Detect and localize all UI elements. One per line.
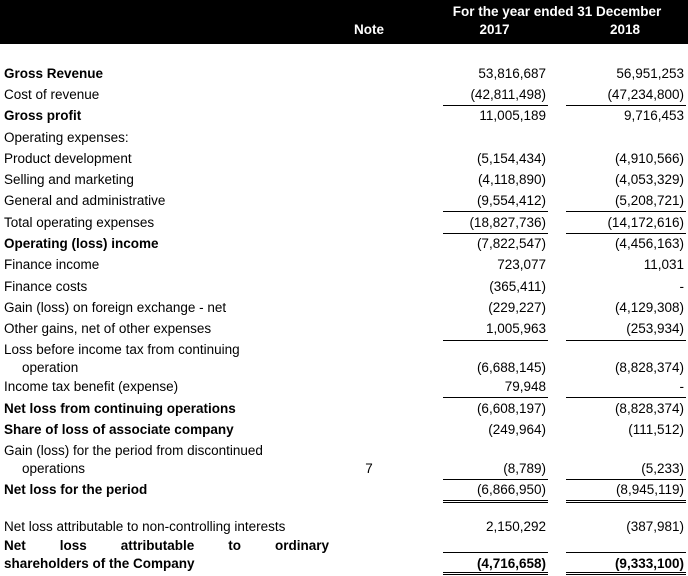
label-word: to bbox=[228, 538, 241, 553]
note-heading: Note bbox=[354, 22, 384, 37]
value-2018: (4,456,163) bbox=[614, 236, 684, 251]
value-2017: (42,811,498) bbox=[470, 87, 546, 102]
value-2017: 53,816,687 bbox=[478, 66, 546, 81]
table-row bbox=[0, 297, 688, 318]
table-row bbox=[0, 516, 688, 537]
table-row bbox=[0, 127, 688, 148]
table-row bbox=[0, 148, 688, 169]
row-label: Finance income bbox=[4, 257, 100, 272]
label-word: ordinary bbox=[274, 538, 329, 553]
row-label: Gross Revenue bbox=[4, 66, 104, 81]
value-2017: (6,608,197) bbox=[476, 401, 546, 416]
double-underline bbox=[566, 500, 686, 503]
row-label: Income tax benefit (expense) bbox=[4, 379, 179, 394]
row-label: Share of loss of associate company bbox=[4, 422, 234, 437]
value-2018: (14,172,616) bbox=[607, 215, 684, 230]
table-row bbox=[0, 357, 688, 378]
table-row bbox=[0, 212, 688, 233]
table-row bbox=[0, 479, 688, 500]
value-2017: 79,948 bbox=[504, 379, 546, 394]
table-row bbox=[0, 63, 688, 84]
row-label: Operating expenses: bbox=[4, 130, 129, 145]
table-row bbox=[0, 105, 688, 126]
value-2017: 723,077 bbox=[497, 257, 546, 272]
table-row bbox=[0, 376, 688, 397]
double-underline bbox=[566, 572, 686, 575]
row-label: Net loss for the period bbox=[4, 482, 148, 497]
table-row bbox=[0, 169, 688, 190]
value-2018: (4,129,308) bbox=[614, 300, 684, 315]
row-label: Total operating expenses bbox=[4, 215, 155, 230]
row-label: General and administrative bbox=[4, 193, 166, 208]
value-2017: (5,154,434) bbox=[476, 151, 546, 166]
value-2017: 1,005,963 bbox=[485, 321, 546, 336]
value-2017: (4,118,890) bbox=[477, 172, 546, 187]
value-2018: (5,208,721) bbox=[614, 193, 684, 208]
row-label-continued: shareholders of the Company bbox=[4, 556, 195, 571]
year-2018-heading: 2018 bbox=[609, 22, 641, 37]
value-2018: (47,234,800) bbox=[607, 87, 684, 102]
value-2018: (4,053,329) bbox=[614, 172, 684, 187]
row-label: Loss before income tax from continuing bbox=[4, 342, 240, 357]
period-heading: For the year ended 31 December bbox=[452, 4, 662, 19]
value-2017: (7,822,547) bbox=[476, 236, 546, 251]
label-word: attributable bbox=[120, 538, 195, 553]
value-2018: 11,031 bbox=[643, 257, 684, 272]
table-row bbox=[0, 84, 688, 105]
row-label: Finance costs bbox=[4, 279, 88, 294]
table-row bbox=[0, 458, 688, 479]
table-row bbox=[0, 190, 688, 211]
value-2017: (9,554,412) bbox=[476, 193, 546, 208]
value-2018: (253,934) bbox=[626, 321, 684, 336]
value-2018: 9,716,453 bbox=[623, 108, 684, 123]
row-label: Gain (loss) on foreign exchange - net bbox=[4, 300, 227, 315]
row-label: Net loss from continuing operations bbox=[4, 401, 236, 416]
row-label: Selling and marketing bbox=[4, 172, 134, 187]
value-2017: (249,964) bbox=[488, 422, 546, 437]
row-label: Product development bbox=[4, 151, 132, 166]
row-label-continued: operation bbox=[22, 360, 79, 375]
table-row bbox=[0, 233, 688, 254]
table-header bbox=[0, 0, 688, 44]
value-2018: (9,333,100) bbox=[614, 556, 684, 571]
row-label-continued: operations bbox=[22, 461, 86, 476]
value-2018: 56,951,253 bbox=[616, 66, 684, 81]
table-row bbox=[0, 276, 688, 297]
table-row bbox=[0, 419, 688, 440]
table-row bbox=[0, 553, 688, 574]
double-underline bbox=[443, 500, 548, 503]
value-2018: (111,512) bbox=[628, 422, 684, 437]
year-2017-heading: 2017 bbox=[479, 22, 510, 37]
row-label: Gain (loss) for the period from discontinued bbox=[4, 443, 263, 458]
value-2018: (387,981) bbox=[626, 519, 684, 534]
value-2017: 11,005,189 bbox=[479, 108, 546, 123]
value-2017: 2,150,292 bbox=[485, 519, 546, 534]
row-label: Operating (loss) income bbox=[4, 236, 159, 251]
row-label: Net loss attributable to non-controlling interests bbox=[4, 519, 286, 534]
value-2018: - bbox=[679, 379, 684, 394]
table-row bbox=[0, 398, 688, 419]
note-reference: 7 bbox=[365, 461, 373, 476]
value-2018: (8,828,374) bbox=[614, 360, 684, 375]
value-2018: - bbox=[679, 279, 684, 294]
value-2017: (365,411) bbox=[489, 279, 546, 294]
row-label: Cost of revenue bbox=[4, 87, 100, 102]
value-2018: (8,828,374) bbox=[614, 401, 684, 416]
row-label: Other gains, net of other expenses bbox=[4, 321, 212, 336]
label-word: loss bbox=[59, 538, 87, 553]
value-2017: (6,866,950) bbox=[476, 482, 546, 497]
double-underline bbox=[443, 572, 548, 575]
value-2018: (8,945,119) bbox=[615, 482, 684, 497]
value-2017: (18,827,736) bbox=[469, 215, 546, 230]
row-label: Gross profit bbox=[4, 108, 82, 123]
value-2018: (4,910,566) bbox=[614, 151, 684, 166]
table-row bbox=[0, 318, 688, 339]
value-2017: (8,789) bbox=[503, 461, 546, 476]
label-word: Net bbox=[4, 538, 26, 553]
value-2018: (5,233) bbox=[641, 461, 684, 476]
value-2017: (6,688,145) bbox=[476, 360, 546, 375]
value-2017: (229,227) bbox=[488, 300, 546, 315]
table-row bbox=[0, 254, 688, 275]
value-2017: (4,716,658) bbox=[476, 556, 546, 571]
